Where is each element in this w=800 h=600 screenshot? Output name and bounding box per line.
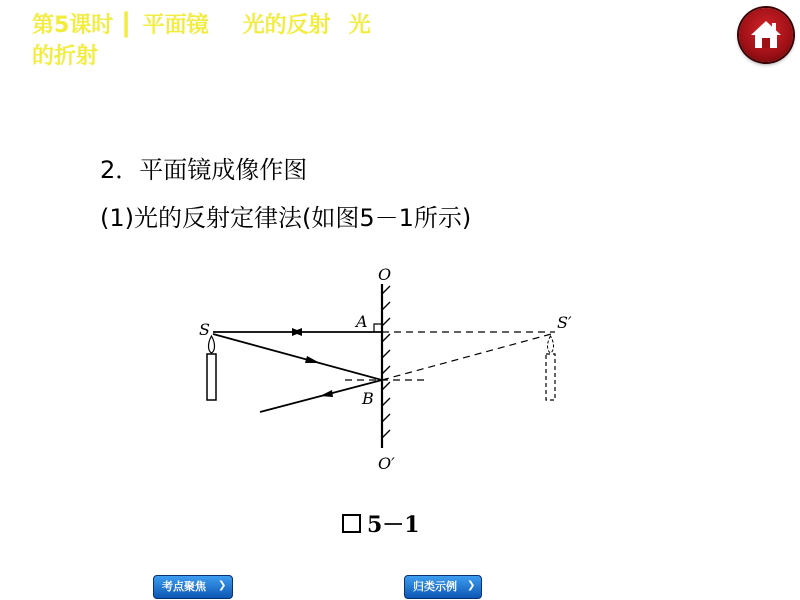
label-o-prime: O′ (378, 454, 395, 473)
virtual-candle (546, 354, 555, 400)
reflected-ray-arrow (320, 390, 333, 397)
ray-sb-arrow (305, 356, 320, 363)
chevron-right-icon: ❯ (218, 580, 227, 591)
section-heading: 2．平面镜成像作图 (100, 156, 308, 184)
topic-refraction: 的折射 (32, 44, 99, 69)
right-angle-mark (374, 324, 382, 332)
home-icon (748, 17, 784, 53)
virtual-flame (547, 336, 553, 353)
nav-examples-button[interactable] (404, 575, 482, 599)
nav-key-points-button[interactable] (153, 575, 233, 599)
dashed-virtual-ray (382, 333, 555, 380)
figure-caption (342, 508, 420, 539)
ray-s-to-b (213, 334, 382, 380)
mirror-hatching (382, 286, 390, 438)
topic-light: 光 (348, 13, 371, 38)
label-s-prime: S′ (557, 313, 572, 332)
candle (207, 354, 216, 400)
topic-reflection: 光的反射 (242, 13, 331, 38)
title-separator: ┃ (119, 13, 133, 38)
home-button[interactable] (739, 8, 793, 62)
topic-mirror: 平面镜 (142, 13, 209, 38)
lesson-title (32, 10, 472, 72)
caption-text: 5－1 (367, 512, 420, 538)
mirror-diagram (180, 262, 600, 477)
nav-key-points-label: 考点聚焦 (162, 580, 206, 593)
method-subheading: (1)光的反射定律法(如图5－1所示) (100, 204, 472, 232)
lesson-number: 第5课时 (32, 13, 114, 38)
label-a: A (356, 312, 368, 331)
chevron-right-icon: ❯ (467, 580, 476, 591)
label-b: B (362, 389, 374, 408)
nav-examples-label: 归类示例 (413, 580, 457, 593)
label-o: O (378, 265, 392, 284)
label-s: S (199, 320, 210, 339)
caption-box-icon (342, 514, 361, 533)
